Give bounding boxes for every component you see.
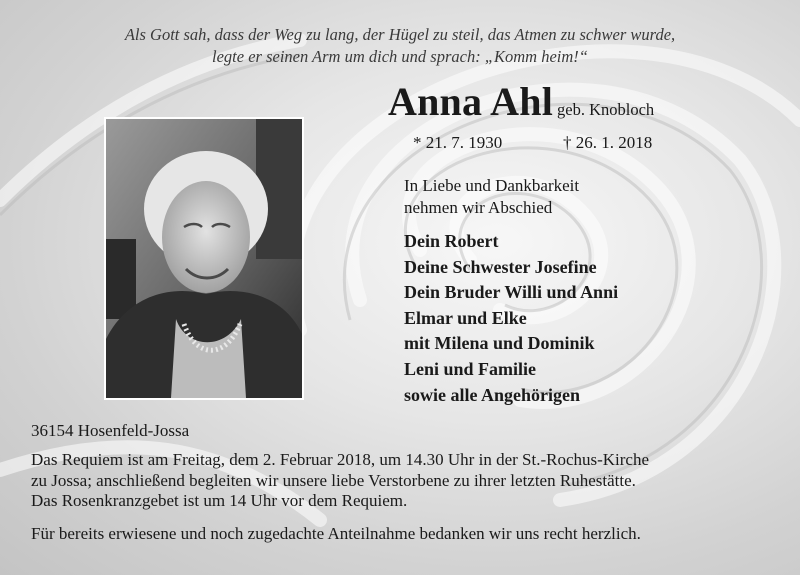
requiem-line-1: Das Requiem ist am Freitag, dem 2. Februar 2018, um 14.30 Uhr in der St.-Rochus-Kirche bbox=[31, 450, 650, 469]
mourner-item: Elmar und Elke bbox=[404, 307, 527, 328]
quote-line-1: Als Gott sah, dass der Weg zu lang, der Hügel zu steil, das Atmen zu schwer wurde, bbox=[124, 25, 676, 44]
birth-date: * 21. 7. 1930 bbox=[413, 133, 503, 152]
thanks-note: Für bereits erwiesene und noch zugedachte Anteilnahme bedanken wir uns recht herzlich. bbox=[31, 524, 641, 543]
requiem-line-2: zu Jossa; anschließend begleiten wir unsere liebe Verstorbene zu ihrer letzten Ruhestätte. bbox=[31, 470, 636, 490]
farewell-intro bbox=[404, 175, 579, 219]
portrait-photo-icon bbox=[106, 119, 302, 398]
requiem-line-3: Das Rosenkranzgebet ist um 14 Uhr vor dem Requiem. bbox=[31, 491, 408, 510]
requiem-info bbox=[31, 450, 776, 512]
address: 36154 Hosenfeld-Jossa bbox=[31, 421, 190, 440]
mourner-item: Dein Bruder Willi und Anni bbox=[404, 282, 619, 303]
mourner-item: Leni und Familie bbox=[404, 358, 537, 379]
intro-line-2: nehmen wir Abschied bbox=[404, 198, 553, 217]
mourner-item: sowie alle Angehörigen bbox=[404, 384, 580, 405]
portrait-photo bbox=[104, 117, 304, 400]
maiden-name: geb. Knobloch bbox=[557, 100, 655, 119]
mourner-item: mit Milena und Dominik bbox=[404, 333, 595, 354]
mourner-item: Dein Robert bbox=[404, 231, 499, 251]
intro-line-1: In Liebe und Dankbarkeit bbox=[404, 176, 580, 195]
deceased-name-line bbox=[388, 78, 654, 125]
mourners-list bbox=[404, 229, 618, 408]
quote-line-2: legte er seinen Arm um dich und sprach: „Komm heim!“ bbox=[212, 47, 588, 66]
memorial-quote bbox=[40, 24, 760, 68]
death-date: † 26. 1. 2018 bbox=[563, 133, 653, 152]
deceased-name: Anna Ahl bbox=[388, 79, 554, 124]
mourner-item: Deine Schwester Josefine bbox=[404, 256, 597, 277]
